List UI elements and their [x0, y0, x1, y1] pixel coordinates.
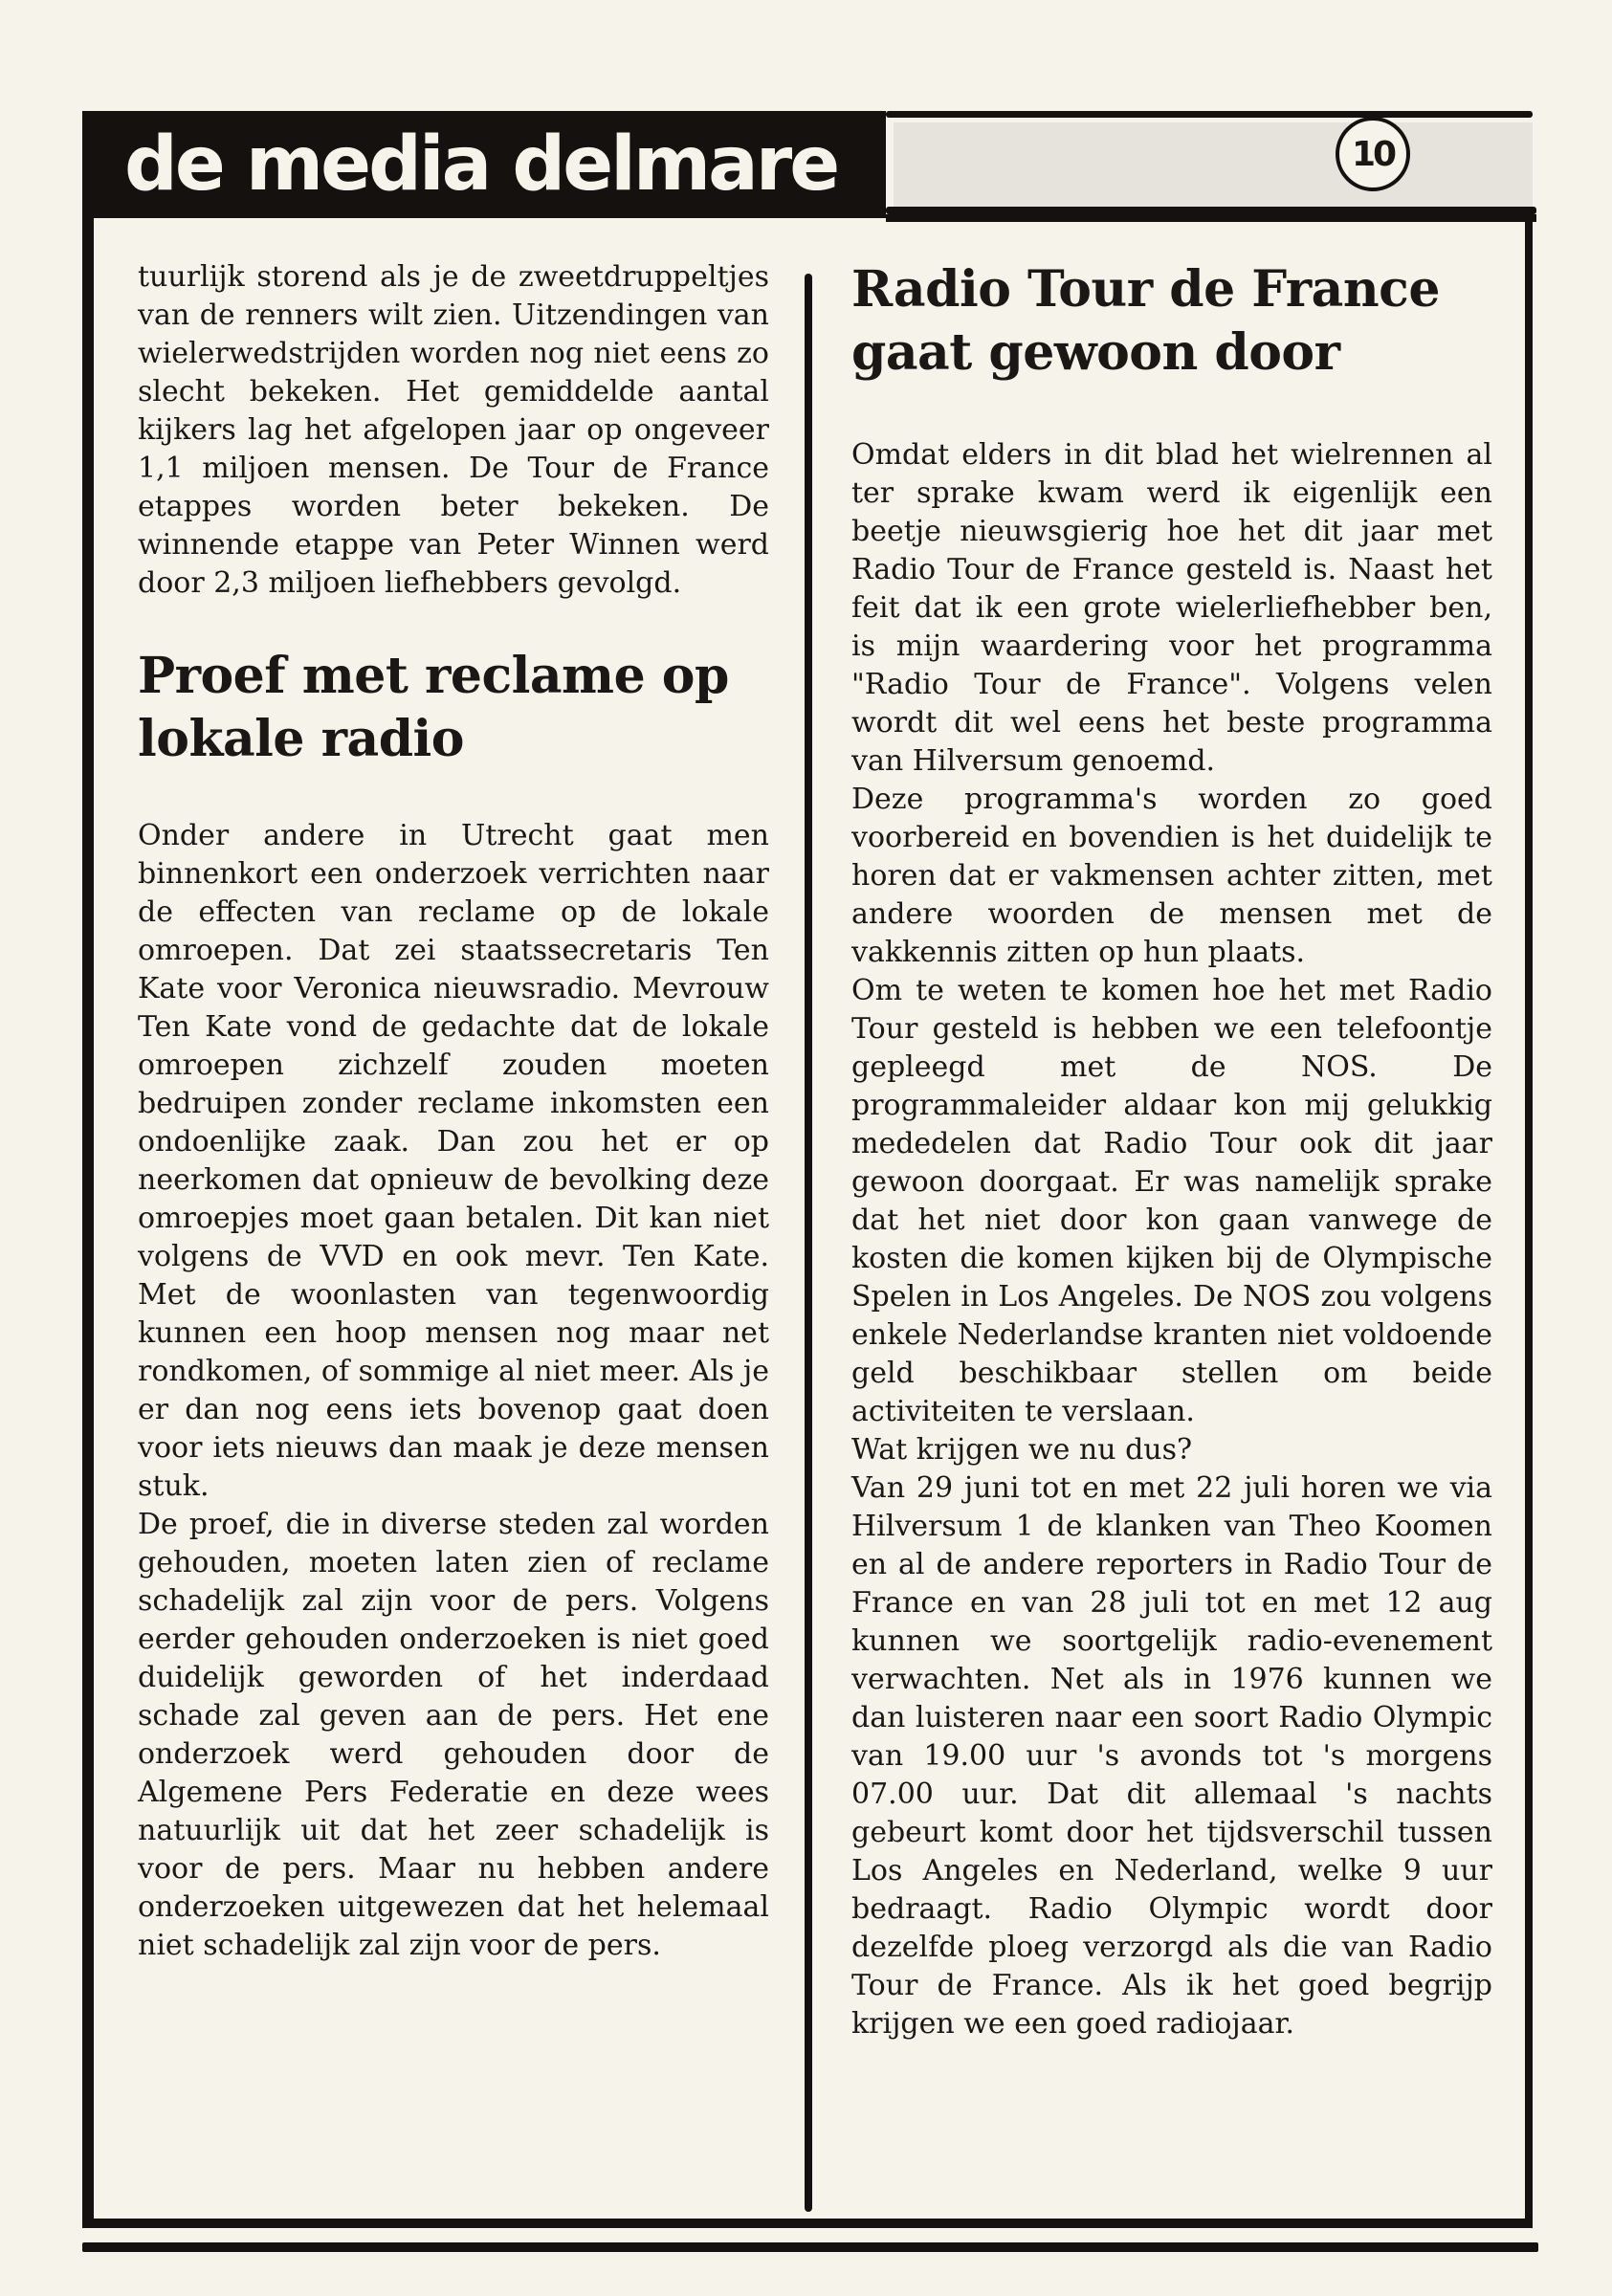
column-divider [805, 274, 812, 2212]
article-headline-reclame: Proef met reclame op lokale radio [138, 647, 729, 768]
masthead [82, 111, 1533, 214]
page-number-badge: 10 [1336, 117, 1410, 191]
masthead-top-rule [886, 111, 1533, 118]
article-paragraph: Wat krijgen we nu dus? [851, 1433, 1193, 1467]
masthead-title-block [82, 111, 886, 218]
masthead-bottom-rule [886, 207, 1536, 214]
article-headline-radio-tour: Radio Tour de France gaat gewoon door [851, 260, 1440, 382]
publication-title: de media delmare [124, 121, 838, 208]
right-column [851, 258, 1492, 2043]
article-paragraph: Om te weten te komen hoe het met Radio Tour gesteld is hebben we een telefoontje gepleegd met de NOS. De programmaleider aldaar kon mij gelukkig mededelen dat Radio Tour ook dit jaar gewoon doorgaat. Er was namelijk sprake dat het niet door kon gaan vanwege de kosten die komen kijken bij de Olympische Spelen in Los Angeles. De NOS zou volgens enkele Nederlandse kranten niet voldoende geld beschikbaar stellen om beide activiteiten te verslaan. [851, 974, 1492, 1428]
article-paragraph: De proef, die in diverse steden zal worden gehouden, moeten laten zien of reclame schadelijk zal zijn voor de pers. Volgens eerder gehouden onderzoeken is niet goed duidelijk geworden of het inderdaad schade zal geven aan de pers. Het ene onderzoek werd gehouden door de Algemene Pers Federatie en deze wees natuurlijk uit dat het zeer schadelijk is voor de pers. Maar nu hebben andere onderzoeken uitgewezen dat het helemaal niet schadelijk zal zijn voor de pers. [138, 1508, 769, 1962]
article-paragraph: Onder andere in Utrecht gaat men binnenkort een onderzoek verrichten naar de effecten van reclame op de lokale omroepen. Dat zei staatssecretaris Ten Kate voor Veronica nieuwsradio. Mevrouw Ten Kate vond de gedachte dat de lokale omroepen zichzelf zouden moeten bedruipen zonder reclame inkomsten een ondoenlijke zaak. Dan zou het er op neerkomen dat opnieuw de bevolking deze omroepjes moet gaan betalen. Dit kan niet volgens de VVD en ook mevr. Ten Kate. Met de woonlasten van tegenwoordig kunnen een hoop mensen nog maar net rondkomen, of sommige al niet meer. Als je er dan nog eens iets bovenop gaat doen voor iets nieuws dan maak je deze mensen stuk. [138, 819, 769, 1503]
article-paragraph: Omdat elders in dit blad het wielrennen al ter sprake kwam werd ik eigenlijk een beetje nieuwsgierig hoe het dit jaar met Radio Tour de France gesteld is. Naast het feit dat ik een grote wielerliefhebber ben, is mijn waardering voor het programma "Radio Tour de France". Volgens velen wordt dit wel eens het beste programma van Hilversum genoemd. [851, 438, 1492, 778]
frame-top-rule [886, 214, 1536, 222]
article-paragraph: Deze programma's worden zo goed voorbereid en bovendien is het duidelijk te horen dat er vakmensen achter zitten, met andere woorden de mensen met de vakkennis zitten op hun plaats. [851, 783, 1492, 969]
page-bottom-rule [82, 2242, 1538, 2252]
masthead-shaded-band [894, 122, 1533, 209]
left-column [138, 258, 769, 1965]
continued-article-text: tuurlijk storend als je de zweetdruppeltjes van de renners wilt zien. Uitzendingen van wielerwedstrijden worden nog niet eens zo slecht bekeken. Het gemiddelde aantal kijkers lag het afgelopen jaar op ongeveer 1,1 miljoen mensen. De Tour de France etappes worden beter bekeken. De winnende etappe van Peter Winnen werd door 2,3 miljoen liefhebbers gevolgd. [138, 260, 769, 600]
article-paragraph: Van 29 juni tot en met 22 juli horen we via Hilversum 1 de klanken van Theo Koomen en al de andere reporters in Radio Tour de France en van 28 juli tot en met 12 aug kunnen we soortgelijk radio-evenement verwachten. Net als in 1976 kunnen we dan luisteren naar een soort Radio Olympic van 19.00 uur 's avonds tot 's morgens 07.00 uur. Dat dit allemaal 's nachts gebeurt komt door het tijdsverschil tussen Los Angeles en Nederland, welke 9 uur bedraagt. Radio Olympic wordt door dezelfde ploeg verzorgd als die van Radio Tour de France. Als ik het goed begrijp krijgen we een goed radiojaar. [851, 1471, 1492, 2041]
